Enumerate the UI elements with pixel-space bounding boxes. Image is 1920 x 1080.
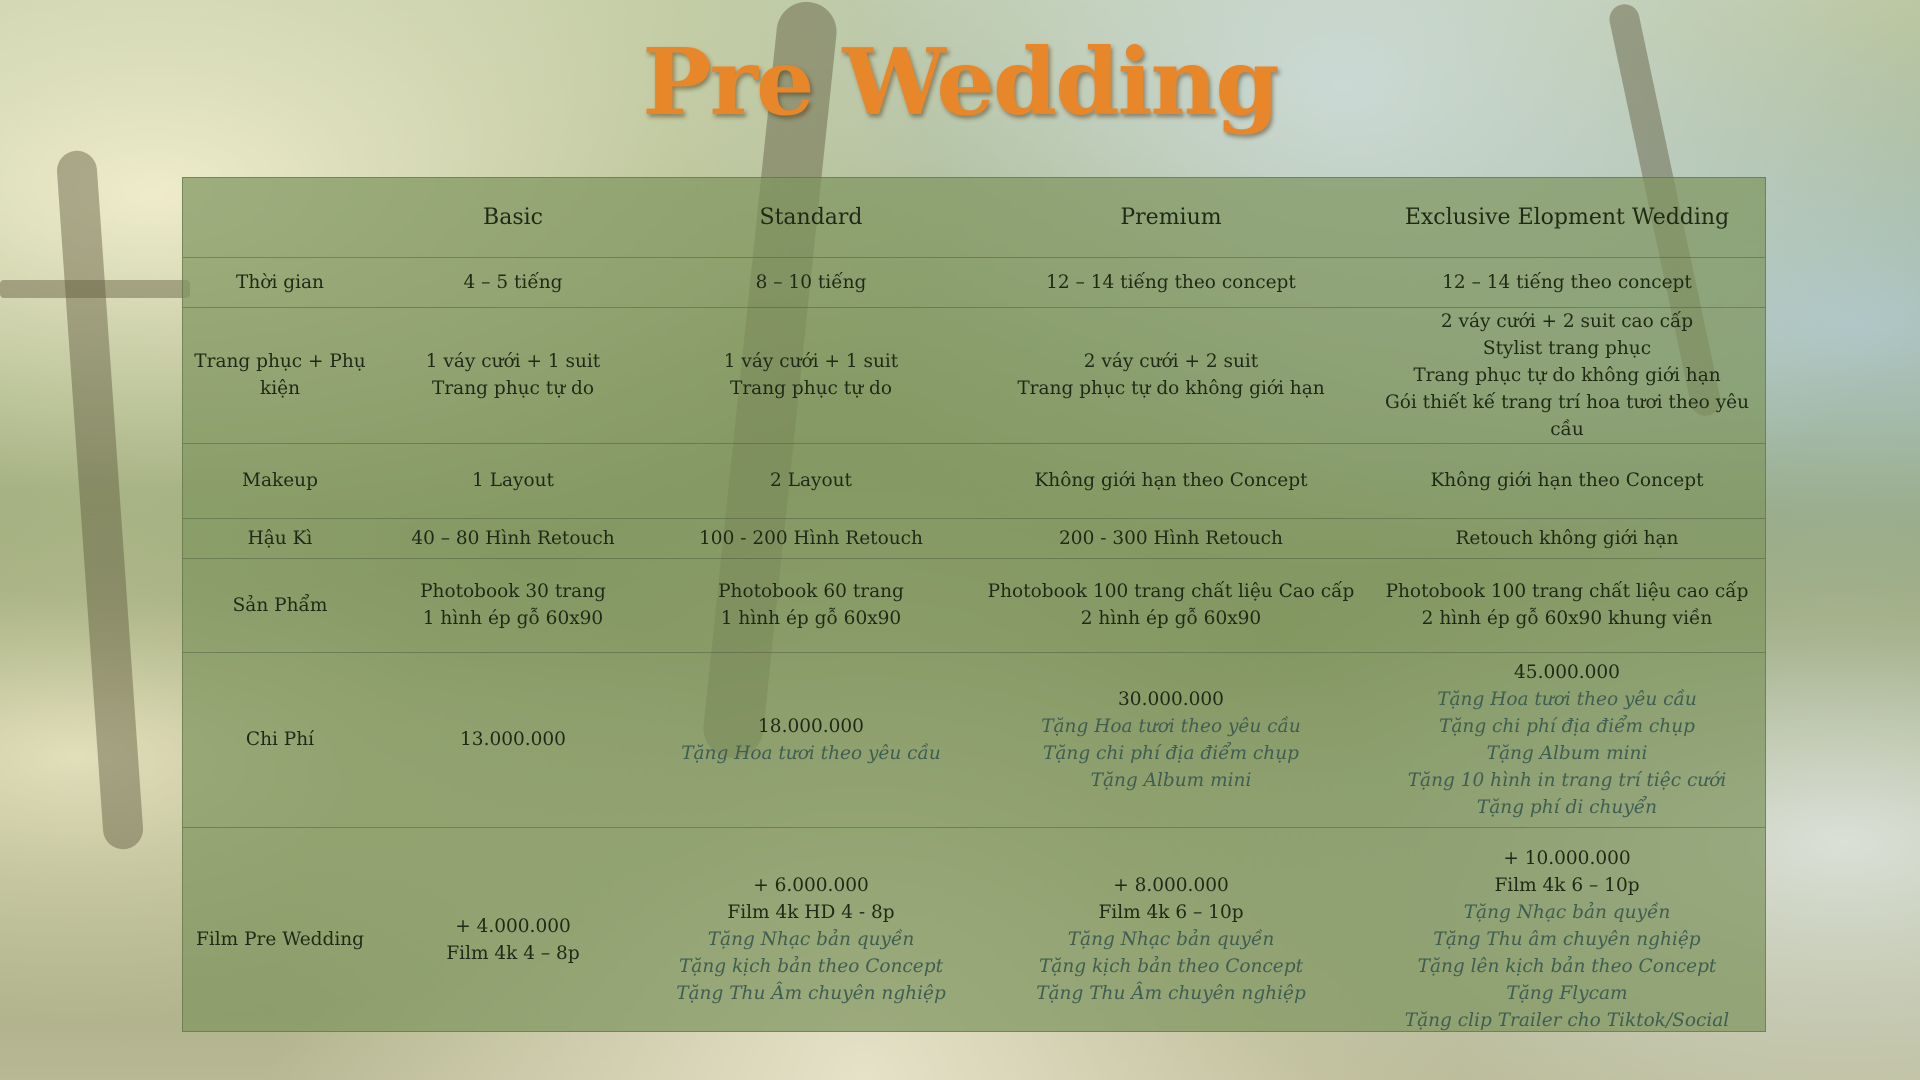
table-cell xyxy=(377,827,649,1052)
cell-text: Stylist trang phục xyxy=(1482,337,1652,359)
table-cell xyxy=(377,558,649,652)
table-cell xyxy=(973,518,1369,558)
gift-text: Tặng chi phí địa điểm chụp xyxy=(1043,742,1299,764)
row-label-line: Trang phục + Phụ xyxy=(194,351,366,372)
row-label-line: Chi Phí xyxy=(245,729,315,750)
cell-text: Gói thiết kế trang trí hoa tươi theo yêu cầu xyxy=(1384,391,1750,440)
cell-text: Film 4k HD 4 - 8p xyxy=(727,902,895,924)
table-cell xyxy=(1369,307,1765,443)
cell-text: + 10.000.000 xyxy=(1503,848,1631,870)
cell-text: Trang phục tự do xyxy=(432,378,594,399)
row-cost xyxy=(183,652,1765,827)
header-exclusive: Exclusive Elopment Wedding xyxy=(1369,178,1765,257)
cell-text: + 4.000.000 xyxy=(455,915,571,937)
table-cell xyxy=(973,558,1369,652)
cell-text: 12 – 14 tiếng theo concept xyxy=(1046,271,1296,293)
table-cell xyxy=(377,443,649,518)
row-label-line: kiện xyxy=(260,378,300,399)
row-label xyxy=(183,558,377,652)
table-cell xyxy=(973,443,1369,518)
background-wooden-rail xyxy=(0,280,190,298)
table-cell xyxy=(973,652,1369,827)
gift-text: Tặng Thu Âm chuyên nghiệp xyxy=(1036,983,1306,1005)
row-label-line: Thời gian xyxy=(236,271,324,293)
cell-text: 2 váy cưới + 2 suit cao cấp xyxy=(1440,310,1694,332)
cell-text: Trang phục tự do không giới hạn xyxy=(1017,378,1325,399)
gift-text: Tặng Nhạc bản quyền xyxy=(707,929,915,951)
cell-text: 1 váy cưới + 1 suit xyxy=(723,351,899,372)
row-label xyxy=(183,827,377,1052)
table-cell xyxy=(649,827,973,1052)
table-body xyxy=(183,257,1765,1052)
row-post-production xyxy=(183,518,1765,558)
row-outfit xyxy=(183,307,1765,443)
cell-text: 2 hình ép gỗ 60x90 xyxy=(1080,608,1262,629)
gift-text: Tặng 10 hình in trang trí tiệc cưới xyxy=(1407,769,1727,791)
cell-text: Trang phục tự do không giới hạn xyxy=(1413,364,1721,386)
cell-text: 13.000.000 xyxy=(460,729,566,750)
cell-text: 45.000.000 xyxy=(1514,661,1620,683)
row-label-line: Film Pre Wedding xyxy=(195,929,365,951)
cell-text: 2 váy cưới + 2 suit xyxy=(1083,351,1259,372)
row-label-line: Sản Phẩm xyxy=(232,594,328,616)
row-label xyxy=(183,307,377,443)
gift-text: Tặng Album mini xyxy=(1486,742,1648,764)
table-cell xyxy=(973,257,1369,307)
gift-text: Tặng lên kịch bản theo Concept xyxy=(1417,956,1717,978)
background-tree xyxy=(56,149,145,850)
cell-text: 1 váy cưới + 1 suit xyxy=(425,351,601,372)
table-cell xyxy=(649,652,973,827)
cell-text: + 6.000.000 xyxy=(753,875,869,897)
row-film xyxy=(183,827,1765,1052)
cell-text: 4 – 5 tiếng xyxy=(463,271,563,293)
row-label-line: Makeup xyxy=(242,470,318,491)
table-cell xyxy=(1369,443,1765,518)
gift-text: Tặng Hoa tươi theo yêu cầu xyxy=(1041,715,1301,737)
table-cell xyxy=(1369,518,1765,558)
row-makeup xyxy=(183,443,1765,518)
gift-text: Tặng kịch bản theo Concept xyxy=(1038,956,1304,978)
gift-text: Tặng kịch bản theo Concept xyxy=(678,956,944,978)
gift-text: Tặng Hoa tươi theo yêu cầu xyxy=(681,742,941,764)
table-cell xyxy=(649,558,973,652)
cell-text: 200 - 300 Hình Retouch xyxy=(1059,527,1283,549)
table-cell xyxy=(649,257,973,307)
header-standard: Standard xyxy=(649,178,973,257)
table-cell xyxy=(1369,827,1765,1052)
cell-text: Photobook 100 trang chất liệu Cao cấp xyxy=(987,581,1355,602)
row-label xyxy=(183,257,377,307)
table-cell xyxy=(377,307,649,443)
row-label xyxy=(183,652,377,827)
row-label xyxy=(183,443,377,518)
table-cell xyxy=(377,257,649,307)
row-label-line: Hậu Kì xyxy=(247,527,313,549)
cell-text: 30.000.000 xyxy=(1118,688,1224,710)
cell-text: 12 – 14 tiếng theo concept xyxy=(1442,271,1692,293)
table-cell xyxy=(649,307,973,443)
cell-text: Film 4k 6 – 10p xyxy=(1098,902,1244,924)
gift-text: Tặng Album mini xyxy=(1090,769,1252,791)
page-title: Pre Wedding xyxy=(642,28,1278,136)
table-cell xyxy=(1369,652,1765,827)
header-basic: Basic xyxy=(377,178,649,257)
cell-text: + 8.000.000 xyxy=(1113,875,1229,897)
gift-text: Tặng clip Trailer cho Tiktok/Social xyxy=(1404,1010,1730,1032)
row-time xyxy=(183,257,1765,307)
gift-text: Tặng Nhạc bản quyền xyxy=(1067,929,1275,951)
table-cell xyxy=(1369,558,1765,652)
table-cell xyxy=(377,518,649,558)
cell-text: 18.000.000 xyxy=(758,715,864,737)
cell-text: Trang phục tự do xyxy=(730,378,892,399)
cell-text: 8 – 10 tiếng xyxy=(755,271,867,293)
pricing-table-container xyxy=(182,177,1766,1032)
gift-text: Tặng chi phí địa điểm chụp xyxy=(1439,715,1695,737)
cell-text: 40 – 80 Hình Retouch xyxy=(411,527,615,549)
table-cell xyxy=(973,827,1369,1052)
cell-text: Photobook 100 trang chất liệu cao cấp xyxy=(1385,581,1749,602)
table-cell xyxy=(973,307,1369,443)
table-cell xyxy=(649,443,973,518)
gift-text: Tặng phí di chuyển xyxy=(1476,796,1658,818)
cell-text: Không giới hạn theo Concept xyxy=(1430,470,1704,491)
cell-text: Không giới hạn theo Concept xyxy=(1034,470,1308,491)
cell-text: 1 hình ép gỗ 60x90 xyxy=(422,608,604,629)
gift-text: Tặng Thu âm chuyên nghiệp xyxy=(1433,929,1701,951)
pricing-table xyxy=(183,178,1765,1052)
cell-text: Photobook 30 trang xyxy=(420,581,606,602)
cell-text: 100 - 200 Hình Retouch xyxy=(699,527,923,549)
header-premium: Premium xyxy=(973,178,1369,257)
cell-text: Retouch không giới hạn xyxy=(1455,527,1679,549)
cell-text: 1 Layout xyxy=(472,470,554,491)
cell-text: Film 4k 6 – 10p xyxy=(1494,875,1640,897)
table-cell xyxy=(1369,257,1765,307)
cell-text: 2 hình ép gỗ 60x90 khung viền xyxy=(1421,608,1713,629)
row-label xyxy=(183,518,377,558)
table-cell xyxy=(377,652,649,827)
gift-text: Tặng Hoa tươi theo yêu cầu xyxy=(1437,688,1697,710)
cell-text: 2 Layout xyxy=(770,470,852,491)
table-header-row xyxy=(183,178,1765,257)
cell-text: Film 4k 4 – 8p xyxy=(446,942,580,964)
table-cell xyxy=(649,518,973,558)
gift-text: Tặng Flycam xyxy=(1506,983,1628,1005)
gift-text: Tặng Thu Âm chuyên nghiệp xyxy=(676,983,946,1005)
cell-text: Photobook 60 trang xyxy=(718,581,904,602)
cell-text: 1 hình ép gỗ 60x90 xyxy=(720,608,902,629)
gift-text: Tặng Nhạc bản quyền xyxy=(1463,902,1671,924)
row-products xyxy=(183,558,1765,652)
header-empty xyxy=(183,178,377,257)
